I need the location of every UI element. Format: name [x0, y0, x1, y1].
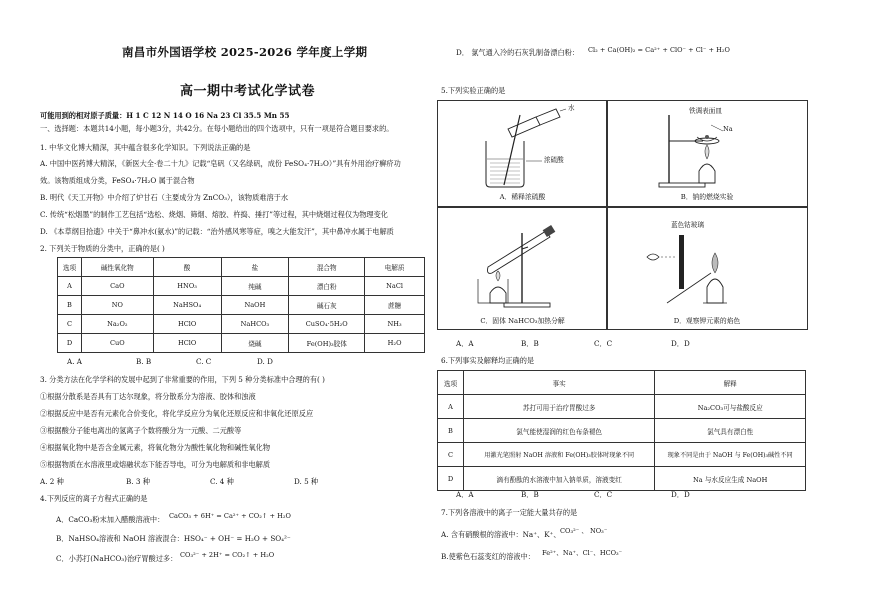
- table-cell: 苏打可用于治疗胃酸过多: [463, 395, 654, 419]
- table-cell: B: [58, 296, 82, 315]
- q5-caption-b: B．钠的燃烧实验: [680, 193, 734, 201]
- q6-option-a: A．A: [456, 490, 474, 499]
- table-cell: NaCl: [365, 277, 425, 296]
- q1-option-c: C. 传统“松烟墨”的制作工艺包括“选松、烧烟、筛烟、熔胶、杵捣、捶打”等过程，其中烧烟过程仅为物理变化: [40, 210, 388, 219]
- q6-table: [437, 370, 806, 491]
- q5-option-a: A．A: [456, 339, 474, 348]
- q5-figure-d: [606, 206, 808, 330]
- q1-option-a-line2: 效。该物质组成分类，FeSO₄·7H₂O 属于混合物: [40, 176, 195, 185]
- table-cell: Na 与水反应生成 NaOH: [655, 467, 806, 491]
- q3-item-3: ③根据酸分子能电离出的氢离子个数将酸分为一元酸、二元酸等: [40, 426, 242, 435]
- table-header-cell: 选项: [58, 258, 82, 277]
- q6-option-b: B．B: [521, 490, 539, 499]
- table-header-cell: 酸: [153, 258, 221, 277]
- q7-option-b-label: B.使紫色石蕊变红的溶液中：: [441, 552, 535, 561]
- q2-option-b: B. B: [136, 357, 152, 366]
- q5-stem: 5.下列实验正确的是: [441, 86, 506, 95]
- q7-option-b-ions: Fe²⁺、Na⁺、Cl⁻、HCO₃⁻: [542, 549, 623, 557]
- table-row: [58, 277, 425, 296]
- q4-option-d-label: D． 氯气通入冷的石灰乳制备漂白粉：: [456, 48, 580, 57]
- table-row: [438, 443, 806, 467]
- q3-stem: 3. 分类方法在化学学科的发展中起到了非常重要的作用，下列 5 种分类标准中合理的有( ): [40, 375, 325, 384]
- table-row: [438, 419, 806, 443]
- table-header-cell: 选项: [438, 371, 464, 395]
- q3-option-a: A. 2 种: [40, 477, 64, 486]
- q5-caption-d: D．观察钾元素的焰色: [673, 317, 741, 325]
- q5-figure-c: [437, 206, 608, 330]
- q4-option-c-label: C．小苏打(NaHCO₃)治疗胃酸过多：: [56, 554, 178, 563]
- table-header-cell: 电解质: [365, 258, 425, 277]
- table-cell: 蔗糖: [365, 296, 425, 315]
- conc-acid-label: 浓硫酸: [544, 156, 564, 164]
- q5-option-b: B．B: [521, 339, 539, 348]
- q4-option-a-equation: CaCO₃ + 6H⁺ = Ca²⁺ + CO₂↑ + H₂O: [169, 512, 291, 520]
- table-cell: NO: [81, 296, 153, 315]
- q1-option-a-line1: A. 中国中医药博大精深，《新医大全·卷二十九》记载“皂矾（又名绿矾，成份 FeSO₄·7H₂O）”具有外用治疗癣疥功: [40, 159, 401, 168]
- table-cell: D: [438, 467, 464, 491]
- table-cell: Fe(OH)₃胶体: [289, 334, 365, 353]
- table-cell: NaOH: [221, 296, 289, 315]
- q3-option-c: C. 4 种: [210, 477, 234, 486]
- q6-option-c: C．C: [594, 490, 613, 499]
- q2-table: [57, 257, 425, 353]
- q2-option-a: A. A: [67, 357, 82, 366]
- table-cell: 纯碱: [221, 277, 289, 296]
- table-cell: NaHSO₄: [153, 296, 221, 315]
- q5-figure-b: [606, 100, 808, 208]
- table-cell: 烧碱: [221, 334, 289, 353]
- q4-option-a-label: A．CaCO₃粉末加入醋酸溶液中：: [56, 515, 165, 524]
- table-cell: Na₂CO₃可与盐酸反应: [655, 395, 806, 419]
- table-cell: NaHCO₃: [221, 315, 289, 334]
- table-cell: 滴有酚酞的水溶液中加入钠单质，溶液变红: [463, 467, 654, 491]
- q5-caption-a: A．稀释浓硫酸: [499, 193, 546, 201]
- q6-option-d: D．D: [671, 490, 690, 499]
- q3-option-d: D. 5 种: [294, 477, 319, 486]
- table-cell: B: [438, 419, 464, 443]
- exam-school-title: 南昌市外国语学校 2025-2026 学年度上学期: [122, 45, 368, 59]
- table-cell: 漂白粉: [289, 277, 365, 296]
- table-cell: Na₂O₂: [81, 315, 153, 334]
- table-row: [58, 296, 425, 315]
- na-label: Na: [723, 125, 733, 133]
- table-cell: 现象不同是由于 NaOH 与 Fe(OH)₃碱性不同: [655, 443, 806, 467]
- watch-glass-label: 铁调表面皿: [689, 107, 722, 115]
- q7-option-a-label: A. 含有硝酸根的溶液中：Na⁺、K⁺、: [441, 530, 561, 539]
- q4-option-d-equation: Cl₂ + Ca(OH)₂ = Ca²⁺ + ClO⁻ + Cl⁻ + H₂O: [588, 46, 730, 54]
- table-header-cell: 解释: [655, 371, 806, 395]
- table-header-row: [438, 371, 806, 395]
- atomic-masses: 可能用到的相对原子质量：H 1 C 12 N 14 O 16 Na 23 Cl 35.5 Mn 55: [40, 111, 290, 120]
- q7-stem: 7.下列各溶液中的离子一定能大量共存的是: [441, 508, 578, 517]
- table-cell: CuSO₄·5H₂O: [289, 315, 365, 334]
- table-cell: D: [58, 334, 82, 353]
- table-header-cell: 碱性氧化物: [81, 258, 153, 277]
- q3-item-4: ④根据氧化物中是否含金属元素，将氧化物分为酸性氧化物和碱性氧化物: [40, 443, 271, 452]
- table-cell: HNO₃: [153, 277, 221, 296]
- table-cell: NH₃: [365, 315, 425, 334]
- table-cell: A: [438, 395, 464, 419]
- q3-option-b: B. 3 种: [126, 477, 150, 486]
- cobalt-glass-label: 蓝色钴玻璃: [671, 221, 704, 229]
- table-header-cell: 事实: [463, 371, 654, 395]
- table-cell: CuO: [81, 334, 153, 353]
- q5-figure-a: [437, 100, 608, 208]
- exam-title: 高一期中考试化学试卷: [180, 84, 316, 99]
- q4-option-c-equation: CO₃²⁻ + 2H⁺ = CO₂↑ + H₂O: [180, 551, 275, 559]
- q4-stem: 4.下列反应的离子方程式正确的是: [40, 494, 148, 503]
- table-cell: 氯气能使湿润的红色布条褪色: [463, 419, 654, 443]
- table-cell: CaO: [81, 277, 153, 296]
- table-row: [58, 315, 425, 334]
- q3-item-5: ⑤根据物质在水溶液里或熔融状态下能否导电，可分为电解质和非电解质: [40, 460, 271, 469]
- table-cell: 用激光笔照射 NaOH 溶液和 Fe(OH)₃胶体时现象不同: [463, 443, 654, 467]
- table-cell: HClO: [153, 315, 221, 334]
- table-header-cell: 混合物: [289, 258, 365, 277]
- q5-option-d: D．D: [671, 339, 690, 348]
- water-label: 水: [568, 104, 575, 112]
- table-row: [438, 395, 806, 419]
- table-cell: A: [58, 277, 82, 296]
- flame-test-apparatus-image: [607, 207, 807, 329]
- table-cell: C: [438, 443, 464, 467]
- table-row: [438, 467, 806, 491]
- table-cell: 碱石灰: [289, 296, 365, 315]
- q1-stem: 1. 中华文化博大精深，其中蕴含很多化学知识。下列说法正确的是: [40, 143, 251, 152]
- table-cell: H₂O: [365, 334, 425, 353]
- q6-stem: 6.下列事实及解释均正确的是: [441, 356, 535, 365]
- q4-option-b: B．NaHSO₄溶液和 NaOH 溶液混合：HSO₄⁻ + OH⁻ = H₂O + SO₄²⁻: [56, 534, 291, 543]
- nahco3-heating-apparatus-image: [438, 207, 607, 329]
- table-header-row: [58, 258, 425, 277]
- section-heading: 一、选择题：本题共14小题，每小题3分，共42分。在每小题给出的四个选项中，只有一项是符合题目要求的。: [40, 124, 394, 133]
- q5-caption-c: C．固体 NaHCO₃加热分解: [480, 317, 565, 325]
- q3-item-1: ①根据分散系是否具有丁达尔现象，将分散系分为溶液、胶体和浊液: [40, 392, 256, 401]
- q3-item-2: ②根据反应中是否有元素化合价变化，将化学反应分为氧化还原反应和非氧化还原反应: [40, 409, 314, 418]
- q2-option-d: D. D: [257, 357, 273, 366]
- q1-option-b: B. 明代《天工开物》中介绍了炉甘石（主要成分为 ZnCO₃），该物质难溶于水: [40, 193, 289, 202]
- q2-stem: 2. 下列关于物质的分类中，正确的是( ): [40, 244, 165, 253]
- table-cell: 氯气具有漂白性: [655, 419, 806, 443]
- table-header-cell: 盐: [221, 258, 289, 277]
- table-cell: C: [58, 315, 82, 334]
- table-row: [58, 334, 425, 353]
- q1-option-d: D. 《本草纲目拾遗》中关于“鼻冲水(氨水)”的记载：“治外感风寒等症，嗅之大能发汗”，其中鼻冲水属于电解质: [40, 227, 394, 236]
- table-cell: HClO: [153, 334, 221, 353]
- q5-option-c: C．C: [594, 339, 613, 348]
- q7-option-a-ions: CO₃²⁻ 、 NO₃⁻: [560, 527, 608, 535]
- q2-option-c: C. C: [196, 357, 212, 366]
